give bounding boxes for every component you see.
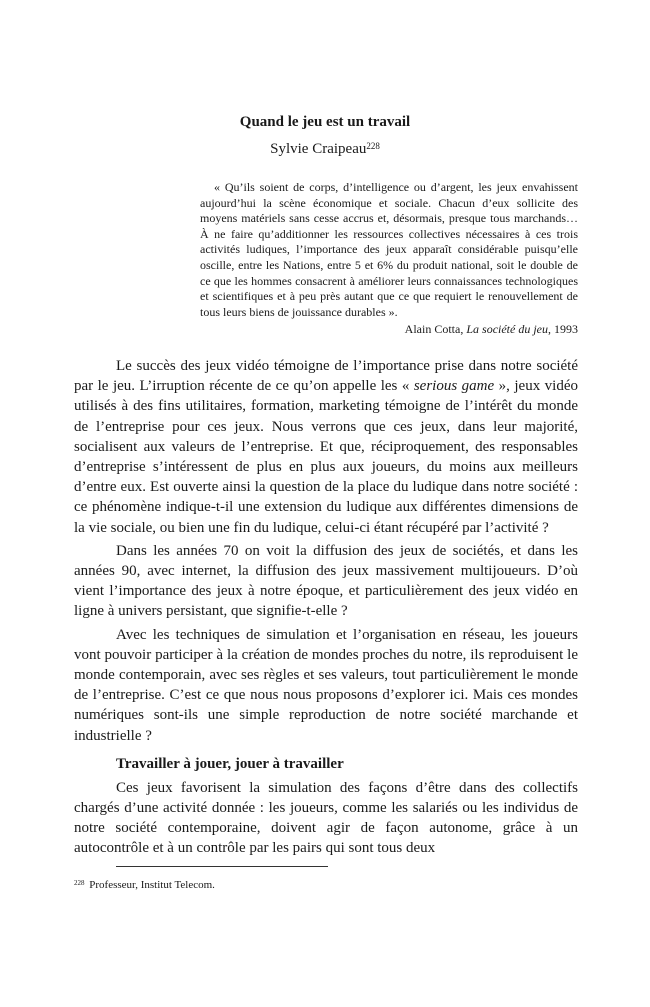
epigraph-source [200,322,578,338]
epigraph-quote: « Qu’ils soient de corps, d’intelligence ou d’argent, les jeux envahissent aujourd’hui la scène économique et sociale. Chacun d’eux sollicite des moyens matériels sans cesse accrus et, désormais, presque tous marchands… À ne faire qu’additionner les ressources collectives nécessaires à ces trois activités ludiques, l’importance des jeux apparaît considérable puisqu’elle oscille, entre les Nations, entre 5 et 6% du produit national, soit le double de ce que les hommes consacrent à améliorer leurs connaissances technologiques et scientifiques et à peu près autant que ce que requiert le renouvellement de tous leurs biens de jouissance durables ». [200,180,578,319]
author-footnote-ref: 228 [366,141,380,151]
paragraph-1-emphasis: serious game [413,378,495,395]
author-name: Sylvie Craipeau [270,141,367,157]
body-text [74,356,578,859]
author-line [0,140,650,158]
paragraph-1 [74,356,578,538]
paragraph-2: Dans les années 70 on voit la diffusion des jeux de sociétés, et dans les années 90, avec internet, la diffusion des jeux massivement multijoueurs. D’où vient l’importance des jeux à notre époque, et particulièrement des jeux vidéo en ligne à univers persistant, que signifie-t-elle ? [74,542,578,620]
footnote [74,878,578,892]
epigraph-source-title: La société du jeu [466,322,548,337]
footnote-separator [116,866,328,867]
page-title: Quand le jeu est un travail [239,114,411,130]
paragraph-1-start: Le succès des jeux vidéo témoigne de l’importance prise dans notre société par le jeu. L’irruption récente de ce qu’on appelle les « [74,358,578,395]
epigraph [200,180,578,338]
epigraph-source-year: , 1993 [548,322,578,337]
footnote-text: Professeur, Institut Telecom. [89,879,215,891]
paragraph-1-end: », jeux vidéo utilisés à des fins utilitaires, formation, marketing témoigne de l’intérêt du monde de l’entreprise pour ces jeux. Nous verrons que ces jeux, dans leur majorité, socialisent aux valeurs de l’entreprise. Et que, réciproquement, des responsables d’entreprise s’intéressent de plus en plus aux joueurs, du moins aux meilleurs d’entre eux. Est ouverte ainsi la question de la place du ludique dans notre société : ce phénomène indique-t-il une extension du ludique aux différentes dimensions de la vie sociale, ou bien une fin du ludique, celui-ci étant récupéré par l’activité ? [74,378,578,536]
section-heading: Travailler à jouer, jouer à travailler [116,755,344,772]
paragraph-4: Ces jeux favorisent la simulation des façons d’être dans des collectifs chargés d’une activité donnée : les joueurs, comme les salariés ou les individus de notre société contemporaine, doivent agir de façon autonome, grâce à un autocontrôle et à un contrôle par les pairs qui sont tous deux [74,779,578,857]
paragraph-3: Avec les techniques de simulation et l’organisation en réseau, les joueurs vont pouvoir participer à la création de mondes proches du notre, ils reproduisent le monde contemporain, avec ses règles et ses valeurs, tout particulièrement le monde de l’entreprise. C’est ce que nous nous proposons d’explorer ici. Mais ces mondes numériques sont-ils une simple reproduction de notre société marchande et industrielle ? [74,626,578,744]
footnote-number: 228 [74,879,85,887]
epigraph-source-author: Alain Cotta, [404,322,464,337]
